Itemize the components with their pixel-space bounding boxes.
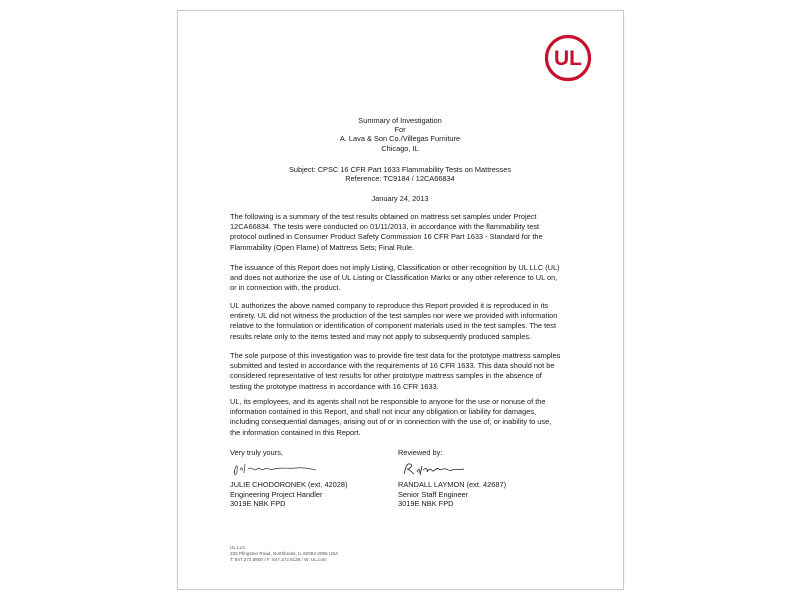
footer-contact: T: 847.272.8800 / F: 847.272.8129 / W: UL.com [230,557,327,563]
paragraph-line: considered representative of test results for other prototype mattress samples in the absence of [230,371,542,381]
subject-line: Subject: CPSC 16 CFR Part 1633 Flammability Tests on Mattresses [288,165,512,174]
paragraph-liability [230,397,570,438]
signer-title: Senior Staff Engineer [398,489,469,499]
signer-name: RANDALL LAYMON (ext. 42687) [398,479,507,489]
document-date: January 24, 2013 [371,194,429,203]
subject-block [230,165,570,183]
signature-block-left [230,448,347,509]
paragraph-purpose [230,351,570,392]
reference-line: Reference: TC9184 / 12CA66834 [345,174,455,184]
signer-name: JULIE CHODORONEK (ext. 42028) [230,479,348,489]
paragraph-line: and does not authorize the use of UL Listing or Classification Marks or any other reference to UL on, [230,273,558,283]
company-name: A. Lava & Son Co./Villegas Furniture [339,134,461,144]
paragraph-line: including consequential damages, arising out of or in connection with the use of, or inability to use, [230,417,552,427]
closing-text: Reviewed by: [398,448,443,457]
for-label: For [394,125,406,135]
paragraph-line: or in connection with, the product. [230,283,341,293]
paragraph-line: submitted and tested in accordance with the requirements of 16 CFR 1633. This data should not be [230,361,555,371]
signer-dept: 3019E NBK FPD [230,499,286,509]
paragraph-line: The issuance of this Report does not imply Listing, Classification or other recognition by UL LLC (UL) [230,263,560,272]
paragraph-issuance [230,263,570,294]
date-block [230,194,570,203]
footer-address: 333 Pfingsten Road, Northbrook, IL 60062-2096 USA [230,551,339,557]
paragraph-line: entirety. UL did not witness the production of the test samples nor were we provided with information [230,311,558,321]
paragraph-line: The following is a summary of the test results obtained on mattress set samples under Project [230,212,537,221]
paragraph-line: information contained in this Report, and shall not incur any obligation or liability for damages, [230,407,537,417]
paragraph-line: 12CA66834. The tests were conducted on 01/11/2013, in accordance with the flammability test [230,222,540,232]
footer-company: UL LLC [230,545,246,550]
page-footer [230,545,338,564]
paragraph-line: results relate only to the items tested and may not apply to subsequently produced samples. [230,331,532,341]
signer-dept: 3019E NBK FPD [398,499,454,509]
paragraph-line: protocol outlined in Consumer Product Safety Commission 16 CFR Part 1633 - Standard for the [230,232,543,242]
paragraph-line: The sole purpose of this investigation was to provide fire test data for the prototype mattress samples [230,351,561,360]
closing-text: Very truly yours, [230,448,283,457]
company-location: Chicago, IL [381,143,419,153]
paragraph-line: the information contained in this Report. [230,427,361,437]
paragraph-summary [230,212,570,253]
paragraph-authorization [230,301,570,342]
ul-logo-icon [544,34,592,82]
header-block [230,116,570,153]
logo-text: UL [554,47,582,70]
paragraph-line: testing the prototype mattress in accordance with 16 CFR 1633. [230,381,439,391]
signer-title: Engineering Project Handler [230,489,323,499]
handwritten-signature-icon [398,458,506,480]
paragraph-line: UL, its employees, and its agents shall not be responsible to anyone for the use or nonuse of the [230,397,546,406]
signature-block-right [398,448,506,509]
paragraph-line: UL authorizes the above named company to reproduce this Report provided it is reproduced in its [230,301,549,310]
handwritten-signature-icon [230,458,347,480]
paragraph-line: Flammability (Open Flame) of Mattress Sets; Final Rule. [230,242,414,252]
paragraph-line: relative to the formulation or identification of component materials used in the test samples. The test [230,321,557,331]
document-title: Summary of Investigation [358,116,442,125]
